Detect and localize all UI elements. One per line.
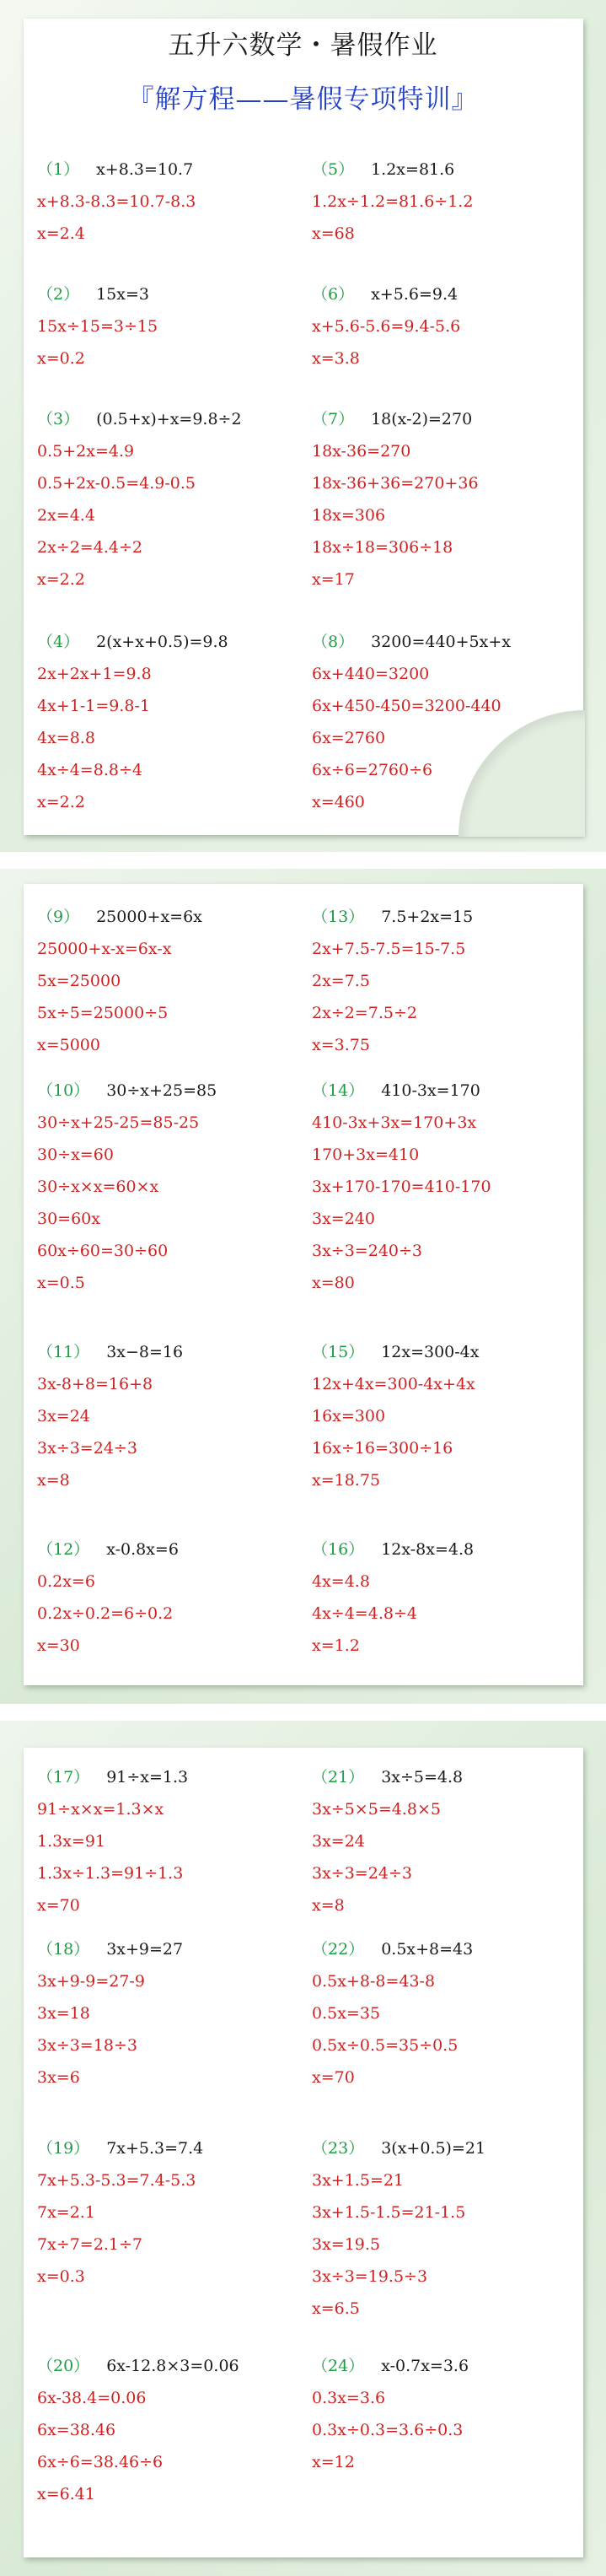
problem-item (312, 1075, 582, 1299)
solution-step: x=2.2 (37, 570, 85, 589)
solution-step: 30=60x (37, 1210, 100, 1228)
solution-step: x=68 (312, 224, 355, 243)
equation-text: 2(x+x+0.5)=9.8 (96, 633, 228, 651)
solution-step: 3x=18 (37, 2004, 90, 2023)
equation-text: 7.5+2x=15 (381, 908, 474, 926)
solution-step: 4x=8.8 (37, 729, 95, 747)
solution-step: 410-3x+3x=170+3x (312, 1113, 477, 1132)
page-title: 五升六数学・暑假作业 (168, 30, 438, 61)
page-gap (0, 1704, 606, 1721)
problem-number: （9） (37, 908, 80, 926)
solution-step: 3x+1.5-1.5=21-1.5 (312, 2203, 466, 2222)
solution-step: 4x÷4=8.8÷4 (37, 761, 142, 779)
problem-number: （5） (312, 160, 355, 179)
problem-number: （6） (312, 285, 355, 304)
equation-text: x+5.6=9.4 (371, 285, 459, 304)
solution-step: 3x=6 (37, 2068, 80, 2087)
solution-step: x=1.2 (312, 1636, 360, 1655)
problem-item (37, 1075, 307, 1299)
solution-step: 91÷x×x=1.3×x (37, 1800, 164, 1819)
problem-number: （7） (312, 410, 355, 428)
solution-step: x=0.2 (37, 349, 85, 368)
problem-item (37, 1533, 307, 1662)
problem-item (37, 2350, 307, 2510)
equation-text: 7x+5.3=7.4 (106, 2139, 204, 2158)
solution-step: 6x+440=3200 (312, 665, 430, 683)
equation-text: x-0.8x=6 (106, 1540, 179, 1559)
problem-equation (312, 2350, 582, 2382)
solution-step: 3x=19.5 (312, 2235, 381, 2254)
equation-text: 15x=3 (96, 285, 149, 304)
problem-number: （22） (312, 1940, 365, 1959)
problem-number: （10） (37, 1081, 90, 1100)
solution-step: x=3.75 (312, 1036, 370, 1054)
page-gap (0, 852, 606, 869)
problem-item (37, 901, 307, 1061)
solution-step: 12x+4x=300-4x+4x (312, 1375, 475, 1393)
problem-number: （3） (37, 410, 80, 428)
solution-step: 1.3x=91 (37, 1832, 106, 1851)
equation-text: 0.5x+8=43 (381, 1940, 474, 1959)
solution-step: x=12 (312, 2453, 355, 2471)
problem-item (312, 2132, 582, 2325)
equation-text: 3(x+0.5)=21 (381, 2139, 486, 2158)
solution-step: 0.5x+8-8=43-8 (312, 1972, 436, 1991)
solution-step: 15x÷15=3÷15 (37, 317, 158, 336)
problem-item (37, 2132, 307, 2293)
equation-text: 25000+x=6x (96, 908, 202, 926)
solution-step: x+5.6-5.6=9.4-5.6 (312, 317, 461, 336)
problem-number: （11） (37, 1343, 90, 1361)
problem-equation (312, 1336, 582, 1368)
solution-step: 0.5+2x=4.9 (37, 442, 135, 461)
solution-step: 18x-36=270 (312, 442, 411, 461)
solution-step: 18x=306 (312, 506, 386, 525)
solution-step: 3x÷3=19.5÷3 (312, 2267, 428, 2286)
solution-step: x=0.5 (37, 1274, 85, 1292)
problem-item (37, 278, 307, 375)
solution-step: 0.2x=6 (37, 1572, 95, 1591)
problem-number: （14） (312, 1081, 365, 1100)
solution-step: 18x÷18=306÷18 (312, 538, 453, 557)
solution-step: 2x+7.5-7.5=15-7.5 (312, 940, 466, 958)
solution-step: 4x÷4=4.8÷4 (312, 1604, 417, 1623)
solution-step: 18x-36+36=270+36 (312, 474, 479, 493)
solution-step: 3x=240 (312, 1210, 375, 1228)
problem-equation (312, 1933, 582, 1965)
problem-number: （13） (312, 908, 365, 926)
solution-step: x=6.41 (37, 2485, 95, 2503)
problem-equation (312, 278, 582, 310)
solution-step: x=460 (312, 793, 365, 811)
solution-step: 60x÷60=30÷60 (37, 1242, 169, 1260)
problem-item (312, 1533, 582, 1662)
solution-step: 3x+9-9=27-9 (37, 1972, 145, 1991)
solution-step: 3x=24 (312, 1832, 365, 1851)
equation-text: 12x=300-4x (381, 1343, 480, 1361)
solution-step: 3x÷3=18÷3 (37, 2036, 137, 2055)
solution-step: x=80 (312, 1274, 355, 1292)
problem-equation (37, 1761, 307, 1793)
solution-step: x=8 (37, 1471, 70, 1490)
problem-item (312, 901, 582, 1061)
solution-step: 0.5x=35 (312, 2004, 381, 2023)
problem-item (37, 1761, 307, 1921)
solution-step: 6x+450-450=3200-440 (312, 697, 501, 715)
problem-item (312, 1336, 582, 1496)
solution-step: 3x÷3=240÷3 (312, 1242, 423, 1260)
solution-step: 25000+x-x=6x-x (37, 940, 172, 958)
solution-step: 2x+2x+1=9.8 (37, 665, 152, 683)
solution-step: x=8 (312, 1896, 345, 1915)
problem-number: （16） (312, 1540, 365, 1559)
solution-step: 3x+170-170=410-170 (312, 1178, 491, 1196)
problem-number: （1） (37, 160, 80, 179)
solution-step: 3x÷5×5=4.8×5 (312, 1800, 441, 1819)
solution-step: x+8.3-8.3=10.7-8.3 (37, 192, 196, 211)
solution-step: x=30 (37, 1636, 80, 1655)
problem-equation (312, 626, 582, 658)
solution-step: 2x=4.4 (37, 506, 95, 525)
solution-step: x=5000 (37, 1036, 100, 1054)
problem-equation (37, 626, 307, 658)
problem-number: （24） (312, 2357, 365, 2375)
solution-step: x=18.75 (312, 1471, 381, 1490)
equation-text: 1.2x=81.6 (371, 160, 455, 179)
problem-item (312, 154, 582, 250)
solution-step: 0.2x÷0.2=6÷0.2 (37, 1604, 174, 1623)
solution-step: x=2.2 (37, 793, 85, 811)
problem-item (312, 1933, 582, 2094)
problem-equation (312, 901, 582, 933)
problem-equation (37, 1933, 307, 1965)
solution-step: x=17 (312, 570, 355, 589)
solution-step: 3x÷3=24÷3 (312, 1864, 412, 1883)
solution-step: 0.3x÷0.3=3.6÷0.3 (312, 2421, 464, 2439)
problem-equation (312, 1761, 582, 1793)
problem-equation (37, 1075, 307, 1107)
equation-text: 3x+9=27 (106, 1940, 184, 1959)
solution-step: 0.5+2x-0.5=4.9-0.5 (37, 474, 196, 493)
equation-text: 18(x-2)=270 (371, 410, 473, 428)
equation-text: x+8.3=10.7 (96, 160, 194, 179)
problem-item (312, 278, 582, 375)
problem-equation (37, 901, 307, 933)
solution-step: 16x÷16=300÷16 (312, 1439, 453, 1458)
solution-step: x=3.8 (312, 349, 360, 368)
solution-step: x=2.4 (37, 224, 85, 243)
problem-number: （18） (37, 1940, 90, 1959)
solution-step: 6x÷6=38.46÷6 (37, 2453, 164, 2471)
equation-text: 3200=440+5x+x (371, 633, 511, 651)
solution-step: 3x+1.5=21 (312, 2171, 405, 2190)
solution-step: 170+3x=410 (312, 1145, 420, 1164)
solution-step: x=70 (37, 1896, 80, 1915)
problem-number: （12） (37, 1540, 90, 1559)
problem-equation (37, 278, 307, 310)
solution-step: 2x÷2=7.5÷2 (312, 1004, 417, 1022)
solution-step: 0.3x=3.6 (312, 2389, 386, 2407)
problem-equation (37, 2132, 307, 2164)
problem-item (37, 1336, 307, 1496)
problem-equation (312, 1075, 582, 1107)
solution-step: 30÷x=60 (37, 1145, 114, 1164)
equation-text: (0.5+x)+x=9.8÷2 (96, 410, 242, 428)
solution-step: 5x=25000 (37, 972, 121, 990)
solution-step: 7x÷7=2.1÷7 (37, 2235, 142, 2254)
problem-number: （23） (312, 2139, 365, 2158)
solution-step: 2x÷2=4.4÷2 (37, 538, 142, 557)
solution-step: 6x=2760 (312, 729, 386, 747)
solution-step: 3x-8+8=16+8 (37, 1375, 153, 1393)
solution-step: 4x=4.8 (312, 1572, 370, 1591)
problem-number: （4） (37, 633, 80, 651)
solution-step: 6x÷6=2760÷6 (312, 761, 433, 779)
solution-step: 1.2x÷1.2=81.6÷1.2 (312, 192, 474, 211)
solution-step: 16x=300 (312, 1407, 386, 1425)
problem-equation (312, 403, 582, 435)
page-subtitle: 『解方程——暑假专项特训』 (127, 84, 479, 115)
problem-number: （2） (37, 285, 80, 304)
equation-text: 6x-12.8×3=0.06 (106, 2357, 239, 2375)
problem-item (37, 626, 307, 818)
problem-item (37, 1933, 307, 2094)
solution-step: 6x=38.46 (37, 2421, 116, 2439)
problem-number: （21） (312, 1768, 365, 1786)
solution-step: 30÷x×x=60×x (37, 1178, 159, 1196)
solution-step: 3x=24 (37, 1407, 90, 1425)
equation-text: 91÷x=1.3 (106, 1768, 189, 1786)
solution-step: 0.5x÷0.5=35÷0.5 (312, 2036, 459, 2055)
problem-number: （20） (37, 2357, 90, 2375)
equation-text: 3x−8=16 (106, 1343, 184, 1361)
problem-equation (37, 154, 307, 186)
solution-step: x=70 (312, 2068, 355, 2087)
problem-item (312, 403, 582, 595)
problem-equation (37, 2350, 307, 2382)
problem-equation (37, 1336, 307, 1368)
problem-number: （17） (37, 1768, 90, 1786)
problem-item (37, 154, 307, 250)
solution-step: 30÷x+25-25=85-25 (37, 1113, 200, 1132)
solution-step: x=0.3 (37, 2267, 85, 2286)
equation-text: 3x÷5=4.8 (381, 1768, 464, 1786)
solution-step: 1.3x÷1.3=91÷1.3 (37, 1864, 184, 1883)
problem-equation (312, 154, 582, 186)
solution-step: 7x+5.3-5.3=7.4-5.3 (37, 2171, 196, 2190)
problem-item (37, 403, 307, 595)
problem-equation (37, 1533, 307, 1566)
problem-item (312, 2350, 582, 2478)
problem-item (312, 626, 582, 818)
solution-step: 3x÷3=24÷3 (37, 1439, 137, 1458)
solution-step: 6x-38.4=0.06 (37, 2389, 147, 2407)
problem-equation (312, 2132, 582, 2164)
equation-text: 410-3x=170 (381, 1081, 480, 1100)
equation-text: 30÷x+25=85 (106, 1081, 217, 1100)
problem-number: （19） (37, 2139, 90, 2158)
problem-number: （8） (312, 633, 355, 651)
problem-item (312, 1761, 582, 1921)
solution-step: 5x÷5=25000÷5 (37, 1004, 169, 1022)
equation-text: x-0.7x=3.6 (381, 2357, 469, 2375)
problem-equation (37, 403, 307, 435)
equation-text: 12x-8x=4.8 (381, 1540, 475, 1559)
solution-step: x=6.5 (312, 2299, 360, 2318)
problem-equation (312, 1533, 582, 1566)
solution-step: 4x+1-1=9.8-1 (37, 697, 150, 715)
solution-step: 7x=2.1 (37, 2203, 95, 2222)
problem-number: （15） (312, 1343, 365, 1361)
solution-step: 2x=7.5 (312, 972, 370, 990)
